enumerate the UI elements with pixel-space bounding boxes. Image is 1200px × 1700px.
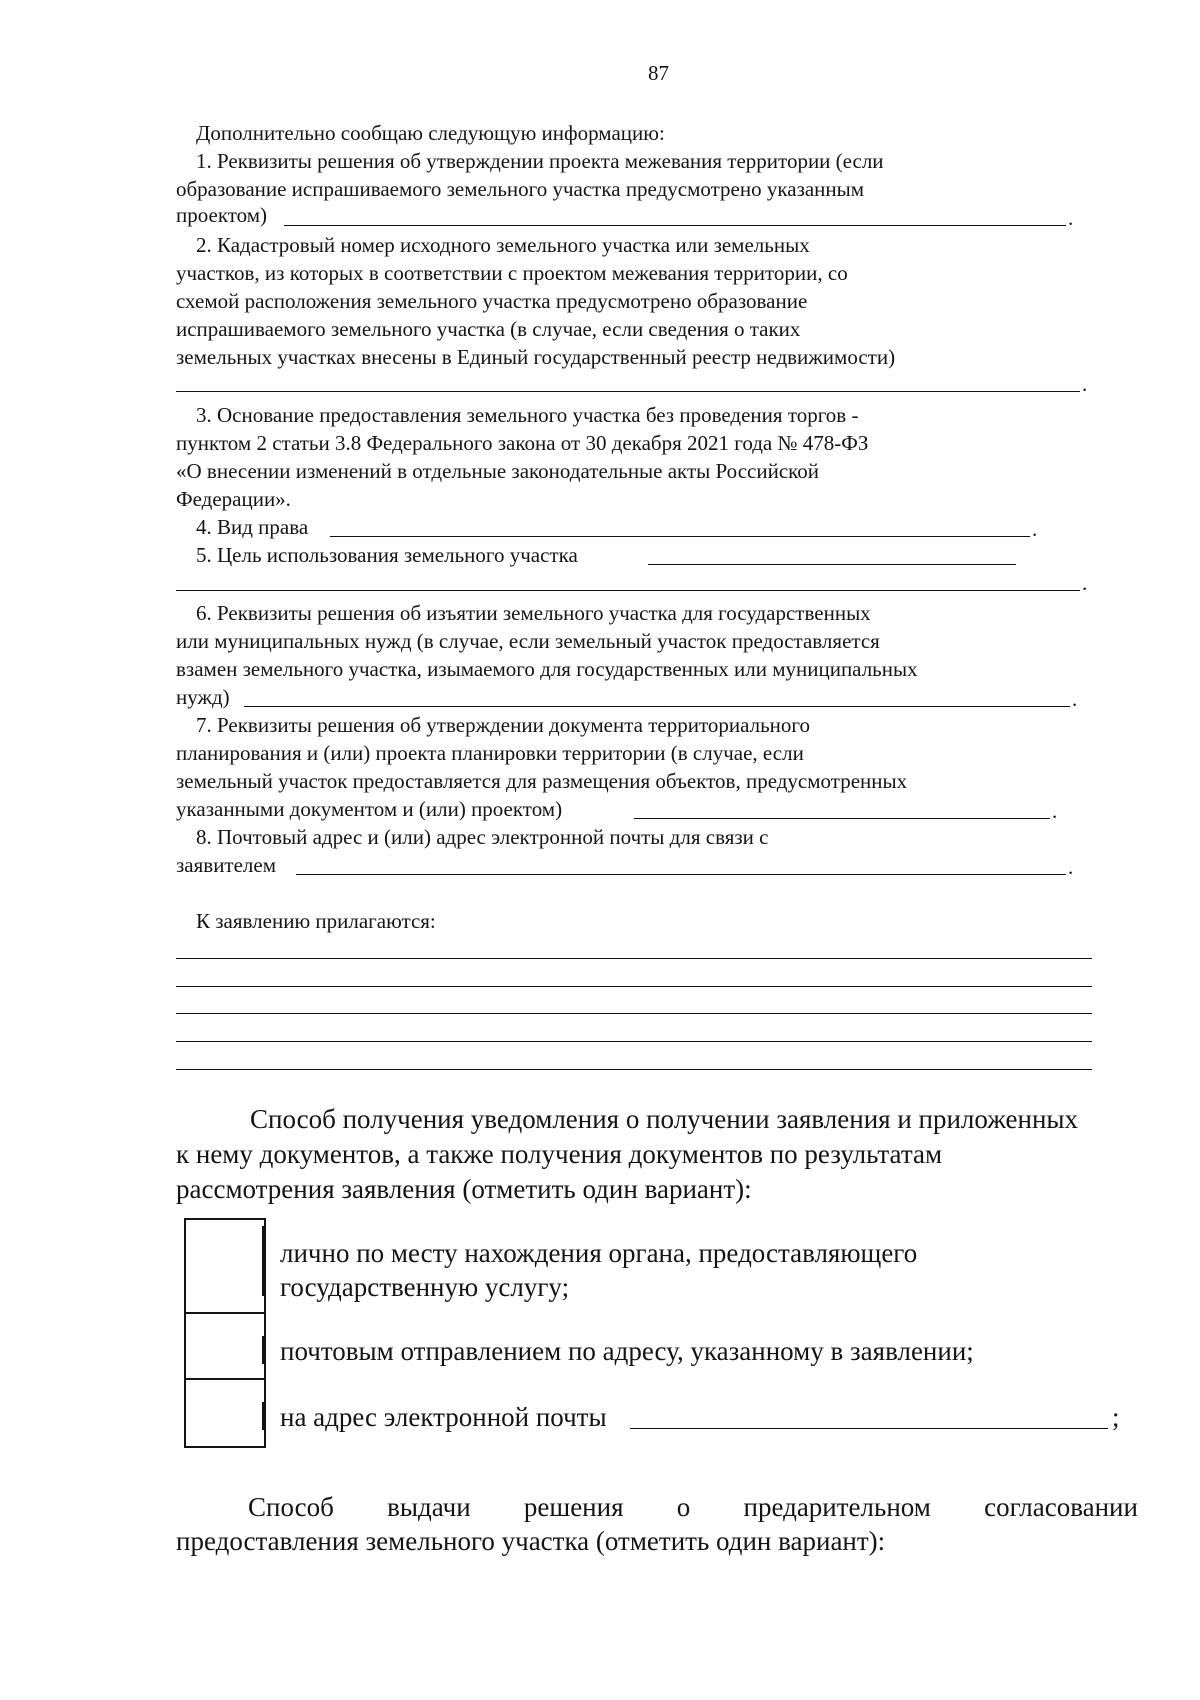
item2-line2: участков, из которых в соответствии с проектом межевания территории, со (176, 261, 848, 285)
page-number: 87 (648, 61, 669, 85)
option-email-checkbox[interactable] (184, 1378, 266, 1448)
decision-word-1: Способ (248, 1492, 334, 1522)
option-in-person-bracket (262, 1226, 264, 1296)
item1-period: . (1068, 206, 1074, 230)
notification-line3: рассмотрения заявления (отметить один вариант): (176, 1174, 752, 1204)
item5-answer-line-b[interactable] (176, 590, 1080, 591)
notification-line1: Способ получения уведомления о получении заявления и приложенных (250, 1104, 1079, 1134)
item3-line3: «О внесении изменений в отдельные законодательные акты Российской (176, 459, 820, 483)
item1-line3: проектом) (176, 203, 268, 227)
item6-line2: или муниципальных нужд (в случае, если земельный участок предоставляется (176, 629, 880, 653)
item6-answer-line[interactable] (244, 706, 1070, 707)
item1-line1: 1. Реквизиты решения об утверждении проекта межевания территории (если (196, 149, 884, 173)
attachment-line-1[interactable] (176, 958, 1092, 959)
attachment-line-5[interactable] (176, 1069, 1092, 1070)
option-post-bracket (262, 1336, 264, 1364)
option-post-checkbox[interactable] (184, 1312, 266, 1380)
item6-line1: 6. Реквизиты решения об изъятии земельного участка для государственных (196, 601, 871, 625)
item8-answer-line[interactable] (296, 874, 1066, 875)
item5-period: . (1082, 571, 1088, 595)
item2-answer-line[interactable] (176, 391, 1080, 392)
item5-label: 5. Цель использования земельного участка (196, 543, 578, 567)
item4-period: . (1032, 517, 1038, 541)
item7-line2: планирования и (или) проекта планировки территории (в случае, если (176, 741, 804, 765)
item7-line1: 7. Реквизиты решения об утверждении документа территориального (196, 713, 810, 737)
item8-period: . (1068, 855, 1074, 879)
item5-answer-line-a[interactable] (648, 564, 1016, 565)
decision-line2: предоставления земельного участка (отметить один вариант): (176, 1526, 886, 1556)
item2-period: . (1082, 372, 1088, 396)
item4-answer-line[interactable] (330, 536, 1030, 537)
item7-line4: указанными документом и (или) проектом) (176, 797, 563, 821)
item7-answer-line[interactable] (634, 818, 1050, 819)
item3-line2: пунктом 2 статьи 3.8 Федерального закона от 30 декабря 2021 года № 478-ФЗ (176, 431, 869, 455)
decision-line1 (248, 1490, 1138, 1525)
attachment-line-3[interactable] (176, 1013, 1092, 1014)
item1-line2: образование испрашиваемого земельного участка предусмотрено указанным (176, 177, 865, 201)
option-in-person-line2: государственную услугу; (280, 1272, 570, 1302)
item1-answer-line[interactable] (284, 225, 1066, 226)
decision-word-5: предарительном (743, 1492, 931, 1522)
item6-period: . (1072, 687, 1078, 711)
item7-period: . (1052, 799, 1058, 823)
item8-line2: заявителем (176, 853, 277, 877)
attachments-label: К заявлению прилагаются: (196, 909, 436, 933)
intro-text: Дополнительно сообщаю следующую информацию: (196, 121, 665, 145)
item7-line3: земельный участок предоставляется для размещения объектов, предусмотренных (176, 769, 908, 793)
item6-line4: нужд) (176, 685, 230, 709)
option-email-end: ; (1112, 1402, 1120, 1432)
option-in-person-checkbox[interactable] (184, 1218, 266, 1314)
item3-line4: Федерации». (176, 487, 291, 511)
decision-word-4: о (676, 1492, 691, 1522)
item2-line1: 2. Кадастровый номер исходного земельного участка или земельных (196, 233, 810, 257)
item2-line3: схемой расположения земельного участка предусмотрено образование (176, 289, 808, 313)
decision-word-6: согласовании (984, 1492, 1138, 1522)
item6-line3: взамен земельного участка, изымаемого для государственных или муниципальных (176, 657, 918, 681)
notification-line2: к нему документов, а также получения документов по результатам (176, 1139, 943, 1169)
decision-word-3: решения (523, 1492, 624, 1522)
item2-line4: испрашиваемого земельного участка (в случае, если сведения о таких (176, 317, 801, 341)
option-email-label: на адрес электронной почты (280, 1402, 607, 1432)
decision-word-2: выдачи (387, 1492, 471, 1522)
item3-line1: 3. Основание предоставления земельного участка без проведения торгов - (196, 403, 859, 427)
email-answer-line[interactable] (630, 1428, 1108, 1429)
attachment-line-2[interactable] (176, 986, 1092, 987)
item2-line5: земельных участках внесены в Единый государственный реестр недвижимости) (176, 345, 896, 369)
option-email-bracket (262, 1402, 264, 1430)
item4-label: 4. Вид права (196, 515, 309, 539)
item8-line1: 8. Почтовый адрес и (или) адрес электронной почты для связи с (196, 825, 769, 849)
option-post-label: почтовым отправлением по адресу, указанному в заявлении; (280, 1336, 974, 1366)
option-in-person-line1: лично по месту нахождения органа, предоставляющего (280, 1238, 918, 1268)
attachment-line-4[interactable] (176, 1041, 1092, 1042)
